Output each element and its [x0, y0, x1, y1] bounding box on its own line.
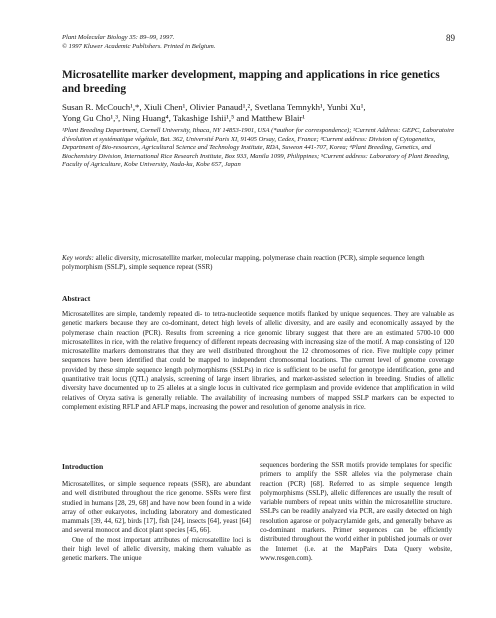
author-line-1: Susan R. McCouch¹,*, Xiuli Chen¹, Olivier Panaud¹,², Svetlana Temnykh¹, Yunbi Xu¹, [62, 102, 366, 112]
copyright-line: © 1997 Kluwer Academic Publishers. Printed in Belgium. [62, 43, 216, 50]
introduction-right-column [260, 461, 452, 563]
abstract-text: Microsatellites are simple, tandemly repeated di- to tetra-nucleotide sequence motifs flanked by unique sequences. They are valuable as genetic markers because they are co-dominant, detect high levels of allelic diversity, and are easily and economically assayed by the polymerase chain reaction (PCR). Results from screening a rice genomic library suggest that there are an estimated 5700-10 000 microsatellites in rice, with the relative frequency of different repeats decreasing with increasing size of the motif. A map consisting of 120 microsatellite markers demonstrates that they are well distributed throughout the 12 chromosomes of rice. Five multiple copy primer sequences have been identified that could be mapped to independent chromosomal locations. The current level of genome coverage provided by these simple sequence length polymorphisms (SSLPs) in rice is sufficient to be useful for genotype identification, gene and quantitative trait locus (QTL) analysis, screening of large insert libraries, and marker-assisted selection in breeding. Studies of allelic diversity have documented up to 25 alleles at a single locus in cultivated rice germplasm and provide evidence that amplification in wild relatives of Oryza sativa is generally reliable. The availability of increasing numbers of mapped SSLP markers can be expected to complement existing RFLP and AFLP maps, increasing the power and resolution of genome analysis in rice. [62, 310, 454, 411]
keywords-label: Key words: [62, 254, 94, 262]
keywords-text: allelic diversity, microsatellite marker, molecular mapping, polymerase chain reaction (PCR), simple sequence length polymorphism (SSLP), simple sequence repeat (SSR) [62, 254, 425, 272]
journal-header [62, 33, 382, 51]
introduction-paragraph-2: One of the most important attributes of microsatellite loci is their high level of allelic diversity, making them valuable as genetic markers. The unique [62, 535, 251, 563]
author-line-2: Yong Gu Cho¹,³, Ning Huang⁴, Takashige Ishii¹,⁵ and Matthew Blair¹ [62, 113, 305, 123]
abstract-heading: Abstract [62, 294, 91, 303]
introduction-paragraph-continued: sequences bordering the SSR motifs provide templates for specific primers to amplify the SSR alleles via the polymerase chain reaction (PCR) [68]. Referred to as simple sequence length polymorphisms (SSLP), allelic differences are usually the result of variable numbers of repeat units within the microsatellite structure. SSLPs can be readily analyzed via PCR, are easily detected on high resolution agarose or polyacrylamide gels, and generally behave as co-dominant markers. Primer sequences can be efficiently distributed throughout the world either in published journals or over the Internet (i.e. at the MapPairs Data Query website, www.resgen.com). [260, 461, 452, 562]
keywords [62, 254, 460, 272]
journal-citation: Plant Molecular Biology 35: 89–99, 1997. [62, 34, 175, 41]
paper-title: Microsatellite marker development, mapping and applications in rice genetics and breeding [62, 69, 440, 95]
introduction-heading: Introduction [62, 462, 104, 471]
affiliations: ¹Plant Breeding Department, Cornell University, Ithaca, NY 14853-1901, USA (*author for correspondence); ²Current Address: GEPC, Laboratoire d'évolution et systématique végétale, Bat. 362, Université Paris XI, 91405 Orsay, Cedex, France; ³Current address: Division of Cytogenetics, Department of Bio-resources, Agricultural Science and Technology Institute, RDA, Suweon 441-707, Korea; ⁴Plant Breeding, Genetics, and Biochemistry Division, International Rice Research Institute, Box 933, Manila 1099, Philippines; ⁵Current address: Laboratory of Plant Breeding, Faculty of Agriculture, Kobe University, Nada-ku, Kobe 657, Japan [62, 127, 455, 169]
author-list [62, 102, 462, 124]
introduction-left-column [62, 480, 251, 564]
page-number: 89 [446, 33, 455, 43]
introduction-paragraph-1: Microsatellites, or simple sequence repeats (SSR), are abundant and well distributed throughout the rice genome. SSRs were first studied in humans [28, 29, 68] and have now been found in a wide array of other eukaryotes, including laboratory and domesticated mammals [39, 44, 62], birds [17], fish [24], insects [64], yeast [64] and several monocot and dicot plant species [45, 66]. [62, 480, 251, 535]
